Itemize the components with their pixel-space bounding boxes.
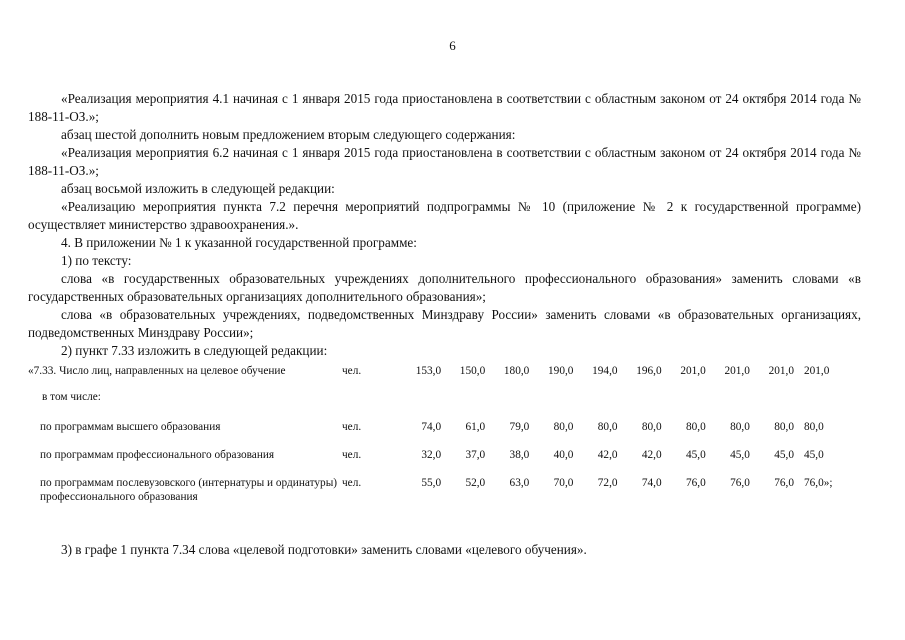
value-cell: 79,0	[509, 421, 530, 433]
unit-cell: чел.	[342, 365, 362, 377]
value-cell: 80,0	[803, 421, 824, 433]
value-cell: 196,0	[636, 365, 662, 377]
paragraph: 1) по тексту:	[61, 253, 132, 268]
value-cell: 74,0	[641, 477, 662, 489]
paragraph: 3) в графе 1 пункта 7.34 слова «целевой подготовки» заменить словами «целевого обучения».	[61, 542, 587, 557]
indicator-table	[28, 364, 861, 518]
unit-cell: чел.	[342, 449, 362, 461]
value-cell: 72,0	[597, 477, 618, 489]
paragraph: «Реализацию мероприятия пункта 7.2 перечня мероприятий подпрограммы № 10 (приложение № 2 к государственной программе) осуществляет министерство здравоохранения.».	[28, 199, 861, 232]
value-cell: 76,0»;	[803, 477, 833, 489]
table-row	[28, 420, 861, 448]
table-row	[28, 476, 861, 518]
row-label: по программам послевузовского (интернатуры и ординатуры) профессионального образования	[40, 477, 338, 503]
table-row	[28, 448, 861, 476]
paragraph: 4. В приложении № 1 к указанной государственной программе:	[61, 235, 417, 250]
paragraph: слова «в государственных образовательных учреждениях дополнительного профессионального образования» заменить словами «в государственных образовательных организациях дополнительного образования»;	[28, 271, 861, 304]
value-cell: 40,0	[553, 449, 574, 461]
value-cell: 76,0	[774, 477, 794, 489]
value-cell: 42,0	[597, 449, 618, 461]
value-cell: 38,0	[509, 449, 530, 461]
value-cell: 52,0	[465, 477, 486, 489]
value-cell: 80,0	[641, 421, 662, 433]
value-cell: 201,0	[724, 365, 750, 377]
value-cell: 55,0	[421, 477, 442, 489]
value-cell: 153,0	[415, 365, 442, 377]
value-cell: 201,0	[768, 365, 794, 377]
value-cell: 76,0	[730, 477, 750, 489]
unit-cell: чел.	[342, 421, 362, 433]
value-cell: 37,0	[465, 449, 486, 461]
value-cell: 61,0	[465, 421, 486, 433]
value-cell: 45,0	[774, 449, 794, 461]
value-cell: 194,0	[592, 365, 618, 377]
value-cell: 42,0	[641, 449, 662, 461]
paragraph: 2) пункт 7.33 изложить в следующей редакции:	[61, 343, 328, 358]
value-cell: 80,0	[730, 421, 750, 433]
value-cell: 180,0	[503, 365, 530, 377]
value-cell: 74,0	[421, 421, 442, 433]
table-row	[28, 364, 861, 390]
paragraph: слова «в образовательных учреждениях, подведомственных Минздраву России» заменить словами «в образовательных организациях, подведомственных Минздраву России»;	[28, 307, 861, 340]
table-subheader-row	[28, 390, 861, 420]
paragraph: абзац шестой дополнить новым предложением вторым следующего содержания:	[61, 127, 516, 142]
value-cell: 201,0	[680, 365, 706, 377]
paragraph: «Реализация мероприятия 4.1 начиная с 1 января 2015 года приостановлена в соответствии с областным законом от 24 октября 2014 года № 188-11-ОЗ.»;	[28, 91, 861, 124]
value-cell: 201,0	[803, 365, 830, 377]
row-label: «7.33. Число лиц, направленных на целевое обучение	[28, 365, 286, 377]
paragraph: абзац восьмой изложить в следующей редакции:	[61, 181, 335, 196]
row-label: по программам профессионального образования	[40, 449, 275, 461]
value-cell: 45,0	[685, 449, 706, 461]
value-cell: 32,0	[421, 449, 442, 461]
row-label: по программам высшего образования	[40, 421, 221, 433]
subheader-label: в том числе:	[42, 391, 101, 403]
value-cell: 80,0	[597, 421, 618, 433]
value-cell: 80,0	[774, 421, 794, 433]
value-cell: 45,0	[730, 449, 750, 461]
value-cell: 63,0	[509, 477, 530, 489]
value-cell: 76,0	[685, 477, 706, 489]
unit-cell: чел.	[342, 477, 362, 489]
value-cell: 70,0	[553, 477, 574, 489]
value-cell: 80,0	[685, 421, 706, 433]
value-cell: 190,0	[548, 365, 574, 377]
value-cell: 45,0	[803, 449, 824, 461]
document-body	[28, 90, 861, 360]
page-number: 6	[449, 38, 456, 53]
paragraph: «Реализация мероприятия 6.2 начиная с 1 января 2015 года приостановлена в соответствии с областным законом от 24 октября 2014 года № 188-11-ОЗ.»;	[28, 145, 861, 178]
value-cell: 80,0	[553, 421, 574, 433]
value-cell: 150,0	[459, 365, 486, 377]
